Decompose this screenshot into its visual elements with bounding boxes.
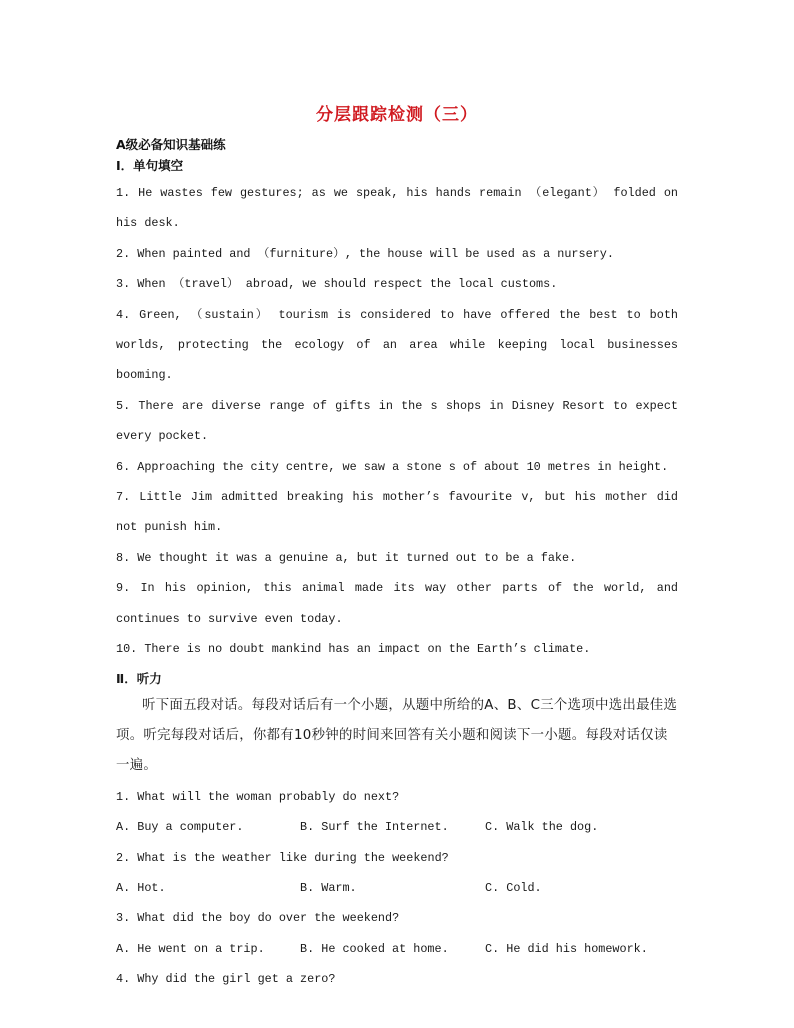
listening-question: 2. What is the weather like during the weekend? [116,850,449,865]
document-body [116,178,678,995]
question-item: 10. There is no doubt mankind has an impact on the Earth’s climate. [116,642,591,657]
answer-options [116,934,678,964]
question-item: 9. In his opinion, this animal made its way other parts of the world, and continues to survive even today. [116,581,678,626]
answer-options [116,873,678,903]
option-a: A. Buy a computer. [116,820,244,835]
option-c: C. He did his homework. [485,941,648,956]
listening-question: 4. Why did the girl get a zero? [116,972,336,987]
question-item: 8. We thought it was a genuine a, but it turned out to be a fake. [116,550,577,565]
page-title: 分层跟踪检测（三） [316,105,478,125]
question-item: 5. There are diverse range of gifts in the s shops in Disney Resort to expect every pocket. [116,398,678,444]
option-b: B. Surf the Internet. [300,820,449,835]
listening-question: 3. What did the boy do over the weekend? [116,911,400,926]
question-item: 7. Little Jim admitted breaking his mother’s favourite v, but his mother did not punish him. [116,490,678,535]
option-a: A. Hot. [116,880,166,895]
section-heading-fill-blank: Ⅰ．单句填空 [116,158,184,173]
answer-options [116,812,678,842]
question-item: 4. Green, （sustain） tourism is considered to have offered the best to both worlds, protecting the ecology of an area while keeping local businesses booming. [116,307,678,383]
section-heading-listening: Ⅱ．听力 [116,670,162,686]
option-b: B. He cooked at home. [300,941,449,956]
question-item: 1. He wastes few gestures; as we speak, his hands remain （elegant） folded on his desk. [116,186,678,231]
level-heading: A级必备知识基础练 [116,137,226,152]
option-c: C. Cold. [485,880,542,895]
listening-instructions: 听下面五段对话。每段对话后有一个小题，从题中所给的A、B、C三个选项中选出最佳选项。听完每段对话后，你都有10秒钟的时间来回答有关小题和阅读下一小题。每段对话仅读一遍。 [116,697,678,774]
question-item: 3. When （travel） abroad, we should respect the local customs. [116,277,558,292]
option-c: C. Walk the dog. [485,820,599,835]
option-b: B. Warm. [300,880,357,895]
option-a: A. He went on a trip. [116,941,265,956]
question-item: 6. Approaching the city centre, we saw a stone s of about 10 metres in height. [116,459,669,474]
listening-question: 1. What will the woman probably do next? [116,789,400,804]
question-item: 2. When painted and （furniture）, the house will be used as a nursery. [116,246,614,261]
